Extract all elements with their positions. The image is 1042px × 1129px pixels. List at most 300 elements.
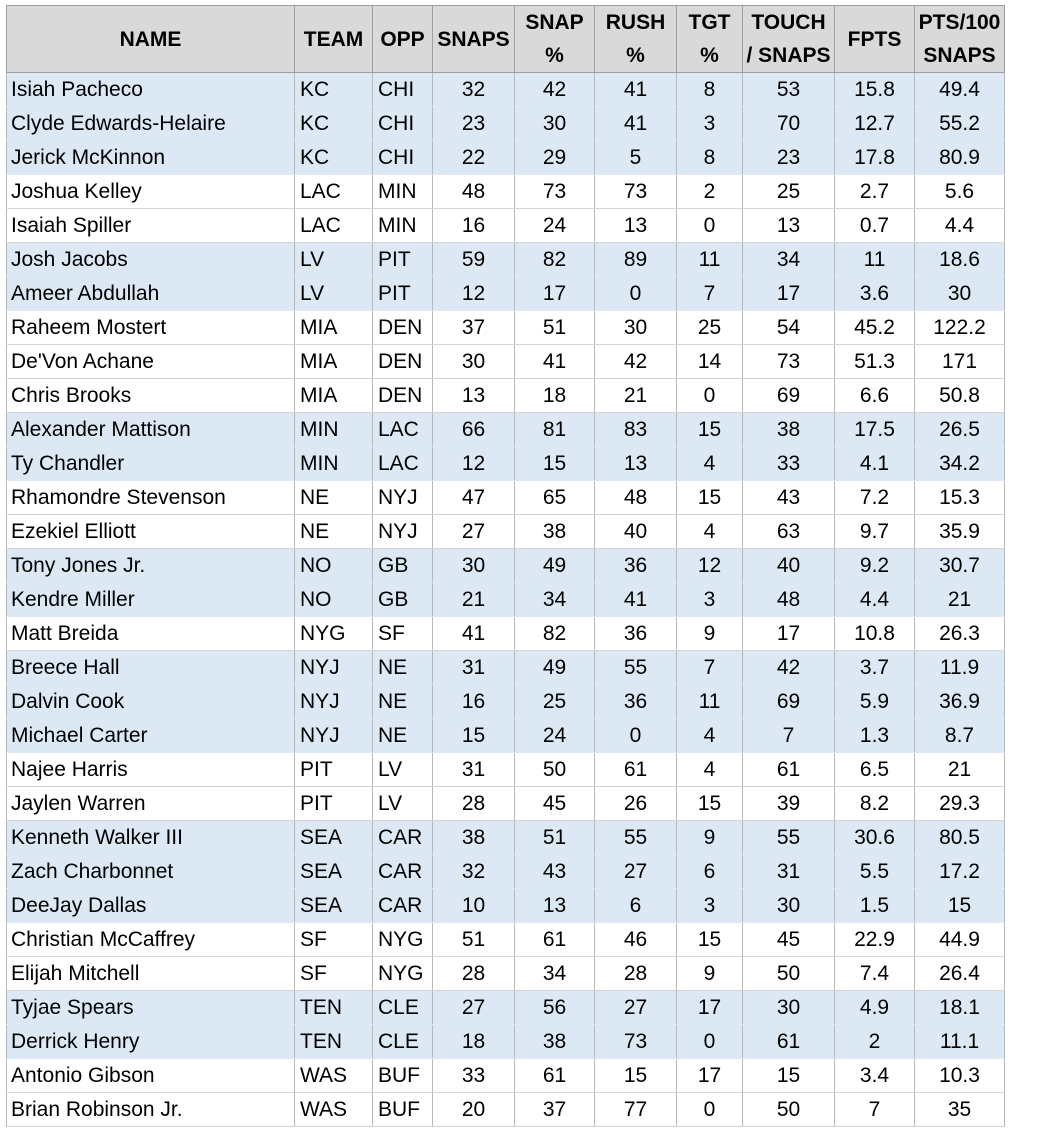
cell-name: Najee Harris — [7, 753, 295, 787]
cell-rush-pct: 21 — [595, 379, 677, 413]
table-row[interactable] — [7, 447, 1005, 481]
cell-snaps: 37 — [433, 311, 515, 345]
column-header-line2: % — [626, 44, 645, 67]
cell-fpts: 4.9 — [835, 991, 915, 1025]
cell-opp: CHI — [373, 73, 433, 107]
table-row[interactable] — [7, 481, 1005, 515]
cell-snap-pct: 30 — [515, 107, 595, 141]
cell-snaps: 48 — [433, 175, 515, 209]
column-header-touch-per-snaps[interactable] — [743, 6, 835, 73]
header-row — [7, 6, 1005, 73]
cell-opp: PIT — [373, 277, 433, 311]
table-row[interactable] — [7, 549, 1005, 583]
column-header-line2: % — [545, 44, 564, 67]
cell-rush-pct: 40 — [595, 515, 677, 549]
cell-snap-pct: 17 — [515, 277, 595, 311]
cell-pts-per-100-snaps: 4.4 — [915, 209, 1005, 243]
cell-rush-pct: 61 — [595, 753, 677, 787]
cell-rush-pct: 13 — [595, 209, 677, 243]
cell-team: TEN — [295, 1025, 373, 1059]
cell-pts-per-100-snaps: 26.5 — [915, 413, 1005, 447]
cell-name: Tony Jones Jr. — [7, 549, 295, 583]
cell-snaps: 28 — [433, 957, 515, 991]
cell-name: Breece Hall — [7, 651, 295, 685]
table-row[interactable] — [7, 413, 1005, 447]
table-row[interactable] — [7, 1025, 1005, 1059]
cell-name: Isiah Pacheco — [7, 73, 295, 107]
cell-snaps: 41 — [433, 617, 515, 651]
cell-opp: CAR — [373, 889, 433, 923]
cell-snap-pct: 37 — [515, 1093, 595, 1127]
cell-touch-per-snaps: 61 — [743, 1025, 835, 1059]
cell-snaps: 18 — [433, 1025, 515, 1059]
cell-snaps: 30 — [433, 345, 515, 379]
cell-touch-per-snaps: 70 — [743, 107, 835, 141]
cell-tgt-pct: 4 — [677, 447, 743, 481]
cell-team: MIN — [295, 447, 373, 481]
cell-fpts: 6.5 — [835, 753, 915, 787]
cell-team: SEA — [295, 889, 373, 923]
cell-fpts: 22.9 — [835, 923, 915, 957]
cell-touch-per-snaps: 43 — [743, 481, 835, 515]
cell-pts-per-100-snaps: 49.4 — [915, 73, 1005, 107]
table-row[interactable] — [7, 107, 1005, 141]
cell-name: Derrick Henry — [7, 1025, 295, 1059]
cell-name: Josh Jacobs — [7, 243, 295, 277]
cell-snap-pct: 82 — [515, 243, 595, 277]
cell-name: Zach Charbonnet — [7, 855, 295, 889]
cell-snaps: 33 — [433, 1059, 515, 1093]
cell-touch-per-snaps: 31 — [743, 855, 835, 889]
cell-snap-pct: 38 — [515, 515, 595, 549]
cell-snap-pct: 73 — [515, 175, 595, 209]
cell-snap-pct: 81 — [515, 413, 595, 447]
column-header-line1: TOUCH — [751, 11, 826, 34]
table-row[interactable] — [7, 991, 1005, 1025]
cell-fpts: 4.4 — [835, 583, 915, 617]
cell-name: Raheem Mostert — [7, 311, 295, 345]
cell-opp: MIN — [373, 175, 433, 209]
cell-opp: CHI — [373, 107, 433, 141]
table-row[interactable] — [7, 379, 1005, 413]
cell-snaps: 32 — [433, 73, 515, 107]
cell-opp: CAR — [373, 855, 433, 889]
cell-snaps: 13 — [433, 379, 515, 413]
cell-team: NE — [295, 481, 373, 515]
table-row[interactable] — [7, 175, 1005, 209]
cell-fpts: 30.6 — [835, 821, 915, 855]
cell-tgt-pct: 8 — [677, 73, 743, 107]
cell-opp: SF — [373, 617, 433, 651]
cell-tgt-pct: 15 — [677, 787, 743, 821]
cell-snaps: 21 — [433, 583, 515, 617]
table-row[interactable] — [7, 753, 1005, 787]
cell-opp: CLE — [373, 1025, 433, 1059]
cell-fpts: 2 — [835, 1025, 915, 1059]
cell-snap-pct: 61 — [515, 923, 595, 957]
table-row[interactable] — [7, 345, 1005, 379]
cell-snap-pct: 56 — [515, 991, 595, 1025]
cell-fpts: 7 — [835, 1093, 915, 1127]
cell-opp: NE — [373, 651, 433, 685]
cell-fpts: 3.7 — [835, 651, 915, 685]
column-header-tgt-pct[interactable] — [677, 6, 743, 73]
cell-touch-per-snaps: 15 — [743, 1059, 835, 1093]
cell-opp: NYJ — [373, 481, 433, 515]
cell-team: SEA — [295, 821, 373, 855]
cell-tgt-pct: 4 — [677, 753, 743, 787]
cell-snaps: 51 — [433, 923, 515, 957]
cell-rush-pct: 15 — [595, 1059, 677, 1093]
column-header-fpts[interactable] — [835, 6, 915, 73]
cell-pts-per-100-snaps: 55.2 — [915, 107, 1005, 141]
cell-rush-pct: 73 — [595, 1025, 677, 1059]
cell-fpts: 9.7 — [835, 515, 915, 549]
cell-snaps: 16 — [433, 209, 515, 243]
cell-opp: PIT — [373, 243, 433, 277]
cell-rush-pct: 36 — [595, 617, 677, 651]
cell-rush-pct: 26 — [595, 787, 677, 821]
cell-tgt-pct: 7 — [677, 277, 743, 311]
column-header-line1: SNAPS — [437, 27, 510, 51]
cell-team: NYJ — [295, 719, 373, 753]
cell-team: WAS — [295, 1093, 373, 1127]
cell-fpts: 11 — [835, 243, 915, 277]
cell-pts-per-100-snaps: 10.3 — [915, 1059, 1005, 1093]
table-row[interactable] — [7, 515, 1005, 549]
cell-pts-per-100-snaps: 21 — [915, 753, 1005, 787]
cell-name: Isaiah Spiller — [7, 209, 295, 243]
table-row[interactable] — [7, 73, 1005, 107]
cell-team: SEA — [295, 855, 373, 889]
cell-fpts: 6.6 — [835, 379, 915, 413]
cell-name: Chris Brooks — [7, 379, 295, 413]
cell-fpts: 17.5 — [835, 413, 915, 447]
column-header-team[interactable] — [295, 6, 373, 73]
column-header-line2: % — [700, 44, 719, 67]
cell-fpts: 7.4 — [835, 957, 915, 991]
cell-rush-pct: 73 — [595, 175, 677, 209]
cell-fpts: 4.1 — [835, 447, 915, 481]
cell-rush-pct: 36 — [595, 685, 677, 719]
cell-team: PIT — [295, 787, 373, 821]
cell-tgt-pct: 3 — [677, 889, 743, 923]
cell-opp: NE — [373, 685, 433, 719]
table-row[interactable] — [7, 617, 1005, 651]
table-row[interactable] — [7, 855, 1005, 889]
cell-touch-per-snaps: 7 — [743, 719, 835, 753]
cell-snap-pct: 38 — [515, 1025, 595, 1059]
cell-fpts: 17.8 — [835, 141, 915, 175]
cell-pts-per-100-snaps: 8.7 — [915, 719, 1005, 753]
cell-touch-per-snaps: 73 — [743, 345, 835, 379]
cell-name: Jerick McKinnon — [7, 141, 295, 175]
cell-fpts: 9.2 — [835, 549, 915, 583]
cell-touch-per-snaps: 48 — [743, 583, 835, 617]
cell-rush-pct: 13 — [595, 447, 677, 481]
cell-fpts: 5.9 — [835, 685, 915, 719]
cell-name: Ezekiel Elliott — [7, 515, 295, 549]
cell-snaps: 31 — [433, 651, 515, 685]
cell-touch-per-snaps: 25 — [743, 175, 835, 209]
cell-tgt-pct: 4 — [677, 719, 743, 753]
cell-touch-per-snaps: 42 — [743, 651, 835, 685]
cell-name: Matt Breida — [7, 617, 295, 651]
cell-touch-per-snaps: 39 — [743, 787, 835, 821]
cell-tgt-pct: 6 — [677, 855, 743, 889]
column-header-line1: NAME — [119, 27, 182, 51]
cell-snaps: 66 — [433, 413, 515, 447]
cell-snap-pct: 29 — [515, 141, 595, 175]
table-row[interactable] — [7, 787, 1005, 821]
column-header-rush-pct[interactable] — [595, 6, 677, 73]
cell-touch-per-snaps: 55 — [743, 821, 835, 855]
cell-tgt-pct: 4 — [677, 515, 743, 549]
cell-name: Kendre Miller — [7, 583, 295, 617]
table-row[interactable] — [7, 209, 1005, 243]
cell-team: MIA — [295, 379, 373, 413]
cell-snap-pct: 65 — [515, 481, 595, 515]
cell-touch-per-snaps: 23 — [743, 141, 835, 175]
cell-opp: DEN — [373, 379, 433, 413]
column-header-line1: PTS/100 — [918, 11, 1001, 34]
cell-team: KC — [295, 107, 373, 141]
cell-fpts: 0.7 — [835, 209, 915, 243]
cell-snaps: 20 — [433, 1093, 515, 1127]
cell-snap-pct: 49 — [515, 651, 595, 685]
cell-team: SF — [295, 923, 373, 957]
cell-pts-per-100-snaps: 18.1 — [915, 991, 1005, 1025]
column-header-snaps[interactable] — [433, 6, 515, 73]
cell-rush-pct: 41 — [595, 583, 677, 617]
cell-snaps: 10 — [433, 889, 515, 923]
cell-team: LV — [295, 243, 373, 277]
column-header-pts-per-100-snaps[interactable] — [915, 6, 1005, 73]
cell-tgt-pct: 0 — [677, 1093, 743, 1127]
cell-name: Christian McCaffrey — [7, 923, 295, 957]
cell-fpts: 10.8 — [835, 617, 915, 651]
cell-team: SF — [295, 957, 373, 991]
cell-snaps: 12 — [433, 447, 515, 481]
cell-rush-pct: 41 — [595, 107, 677, 141]
cell-pts-per-100-snaps: 29.3 — [915, 787, 1005, 821]
cell-rush-pct: 83 — [595, 413, 677, 447]
table-row[interactable] — [7, 923, 1005, 957]
cell-snaps: 16 — [433, 685, 515, 719]
cell-snaps: 22 — [433, 141, 515, 175]
cell-opp: LAC — [373, 413, 433, 447]
cell-name: Jaylen Warren — [7, 787, 295, 821]
cell-tgt-pct: 9 — [677, 617, 743, 651]
cell-fpts: 3.6 — [835, 277, 915, 311]
table-row[interactable] — [7, 651, 1005, 685]
snap-stats-table — [6, 5, 1005, 1127]
cell-opp: NE — [373, 719, 433, 753]
table-row[interactable] — [7, 821, 1005, 855]
cell-touch-per-snaps: 30 — [743, 991, 835, 1025]
cell-snaps: 15 — [433, 719, 515, 753]
cell-pts-per-100-snaps: 26.4 — [915, 957, 1005, 991]
table-row[interactable] — [7, 583, 1005, 617]
cell-touch-per-snaps: 69 — [743, 379, 835, 413]
cell-name: Ty Chandler — [7, 447, 295, 481]
cell-opp: LV — [373, 753, 433, 787]
cell-fpts: 2.7 — [835, 175, 915, 209]
cell-fpts: 15.8 — [835, 73, 915, 107]
cell-snap-pct: 18 — [515, 379, 595, 413]
table-row[interactable] — [7, 311, 1005, 345]
cell-opp: CLE — [373, 991, 433, 1025]
cell-snap-pct: 24 — [515, 719, 595, 753]
cell-pts-per-100-snaps: 30.7 — [915, 549, 1005, 583]
table-row[interactable] — [7, 719, 1005, 753]
cell-rush-pct: 48 — [595, 481, 677, 515]
cell-tgt-pct: 15 — [677, 413, 743, 447]
cell-pts-per-100-snaps: 171 — [915, 345, 1005, 379]
cell-snap-pct: 61 — [515, 1059, 595, 1093]
cell-opp: LAC — [373, 447, 433, 481]
cell-rush-pct: 0 — [595, 719, 677, 753]
table-row[interactable] — [7, 889, 1005, 923]
table-header — [7, 6, 1005, 73]
cell-name: Ameer Abdullah — [7, 277, 295, 311]
cell-rush-pct: 36 — [595, 549, 677, 583]
cell-tgt-pct: 3 — [677, 107, 743, 141]
cell-opp: GB — [373, 583, 433, 617]
cell-rush-pct: 28 — [595, 957, 677, 991]
cell-snaps: 32 — [433, 855, 515, 889]
cell-fpts: 1.5 — [835, 889, 915, 923]
cell-rush-pct: 46 — [595, 923, 677, 957]
cell-tgt-pct: 11 — [677, 243, 743, 277]
cell-touch-per-snaps: 34 — [743, 243, 835, 277]
cell-team: NYJ — [295, 685, 373, 719]
cell-snap-pct: 41 — [515, 345, 595, 379]
cell-touch-per-snaps: 17 — [743, 277, 835, 311]
cell-team: NYG — [295, 617, 373, 651]
cell-pts-per-100-snaps: 35 — [915, 1093, 1005, 1127]
cell-tgt-pct: 2 — [677, 175, 743, 209]
cell-team: WAS — [295, 1059, 373, 1093]
cell-opp: BUF — [373, 1059, 433, 1093]
cell-rush-pct: 6 — [595, 889, 677, 923]
cell-rush-pct: 30 — [595, 311, 677, 345]
table-row[interactable] — [7, 957, 1005, 991]
cell-snaps: 27 — [433, 515, 515, 549]
cell-pts-per-100-snaps: 26.3 — [915, 617, 1005, 651]
cell-pts-per-100-snaps: 80.9 — [915, 141, 1005, 175]
cell-snap-pct: 15 — [515, 447, 595, 481]
cell-touch-per-snaps: 30 — [743, 889, 835, 923]
cell-touch-per-snaps: 13 — [743, 209, 835, 243]
cell-team: NYJ — [295, 651, 373, 685]
cell-pts-per-100-snaps: 18.6 — [915, 243, 1005, 277]
cell-touch-per-snaps: 45 — [743, 923, 835, 957]
cell-touch-per-snaps: 17 — [743, 617, 835, 651]
table-row[interactable] — [7, 1059, 1005, 1093]
cell-snaps: 38 — [433, 821, 515, 855]
cell-team: NO — [295, 583, 373, 617]
cell-tgt-pct: 0 — [677, 379, 743, 413]
cell-snap-pct: 51 — [515, 821, 595, 855]
table-row[interactable] — [7, 1093, 1005, 1127]
cell-tgt-pct: 15 — [677, 481, 743, 515]
cell-pts-per-100-snaps: 11.9 — [915, 651, 1005, 685]
cell-rush-pct: 27 — [595, 855, 677, 889]
cell-touch-per-snaps: 50 — [743, 957, 835, 991]
cell-pts-per-100-snaps: 21 — [915, 583, 1005, 617]
column-header-line2: / SNAPS — [746, 44, 831, 67]
column-header-line1: RUSH — [605, 11, 666, 34]
cell-touch-per-snaps: 53 — [743, 73, 835, 107]
cell-snaps: 27 — [433, 991, 515, 1025]
cell-fpts: 1.3 — [835, 719, 915, 753]
cell-snap-pct: 25 — [515, 685, 595, 719]
cell-opp: CAR — [373, 821, 433, 855]
cell-pts-per-100-snaps: 36.9 — [915, 685, 1005, 719]
cell-name: Tyjae Spears — [7, 991, 295, 1025]
column-header-name[interactable] — [7, 6, 295, 73]
cell-touch-per-snaps: 33 — [743, 447, 835, 481]
column-header-snap-pct[interactable] — [515, 6, 595, 73]
table-row[interactable] — [7, 243, 1005, 277]
cell-tgt-pct: 14 — [677, 345, 743, 379]
table-row[interactable] — [7, 277, 1005, 311]
cell-opp: DEN — [373, 345, 433, 379]
cell-tgt-pct: 3 — [677, 583, 743, 617]
cell-snap-pct: 24 — [515, 209, 595, 243]
cell-opp: NYJ — [373, 515, 433, 549]
column-header-line1: FPTS — [847, 27, 902, 51]
cell-tgt-pct: 15 — [677, 923, 743, 957]
cell-name: Rhamondre Stevenson — [7, 481, 295, 515]
cell-pts-per-100-snaps: 17.2 — [915, 855, 1005, 889]
table-row[interactable] — [7, 685, 1005, 719]
cell-fpts: 8.2 — [835, 787, 915, 821]
cell-pts-per-100-snaps: 15.3 — [915, 481, 1005, 515]
cell-fpts: 3.4 — [835, 1059, 915, 1093]
cell-fpts: 12.7 — [835, 107, 915, 141]
cell-touch-per-snaps: 54 — [743, 311, 835, 345]
cell-snaps: 30 — [433, 549, 515, 583]
cell-tgt-pct: 0 — [677, 209, 743, 243]
cell-fpts: 45.2 — [835, 311, 915, 345]
column-header-opp[interactable] — [373, 6, 433, 73]
cell-rush-pct: 42 — [595, 345, 677, 379]
cell-snap-pct: 42 — [515, 73, 595, 107]
cell-opp: CHI — [373, 141, 433, 175]
cell-snap-pct: 82 — [515, 617, 595, 651]
cell-pts-per-100-snaps: 34.2 — [915, 447, 1005, 481]
cell-team: NE — [295, 515, 373, 549]
cell-pts-per-100-snaps: 44.9 — [915, 923, 1005, 957]
cell-name: Antonio Gibson — [7, 1059, 295, 1093]
cell-name: Brian Robinson Jr. — [7, 1093, 295, 1127]
cell-team: MIA — [295, 311, 373, 345]
cell-tgt-pct: 8 — [677, 141, 743, 175]
cell-pts-per-100-snaps: 50.8 — [915, 379, 1005, 413]
cell-opp: DEN — [373, 311, 433, 345]
cell-snap-pct: 49 — [515, 549, 595, 583]
cell-snaps: 31 — [433, 753, 515, 787]
cell-snaps: 28 — [433, 787, 515, 821]
cell-team: KC — [295, 73, 373, 107]
cell-tgt-pct: 17 — [677, 991, 743, 1025]
cell-tgt-pct: 9 — [677, 957, 743, 991]
cell-pts-per-100-snaps: 11.1 — [915, 1025, 1005, 1059]
table-row[interactable] — [7, 141, 1005, 175]
cell-fpts: 7.2 — [835, 481, 915, 515]
